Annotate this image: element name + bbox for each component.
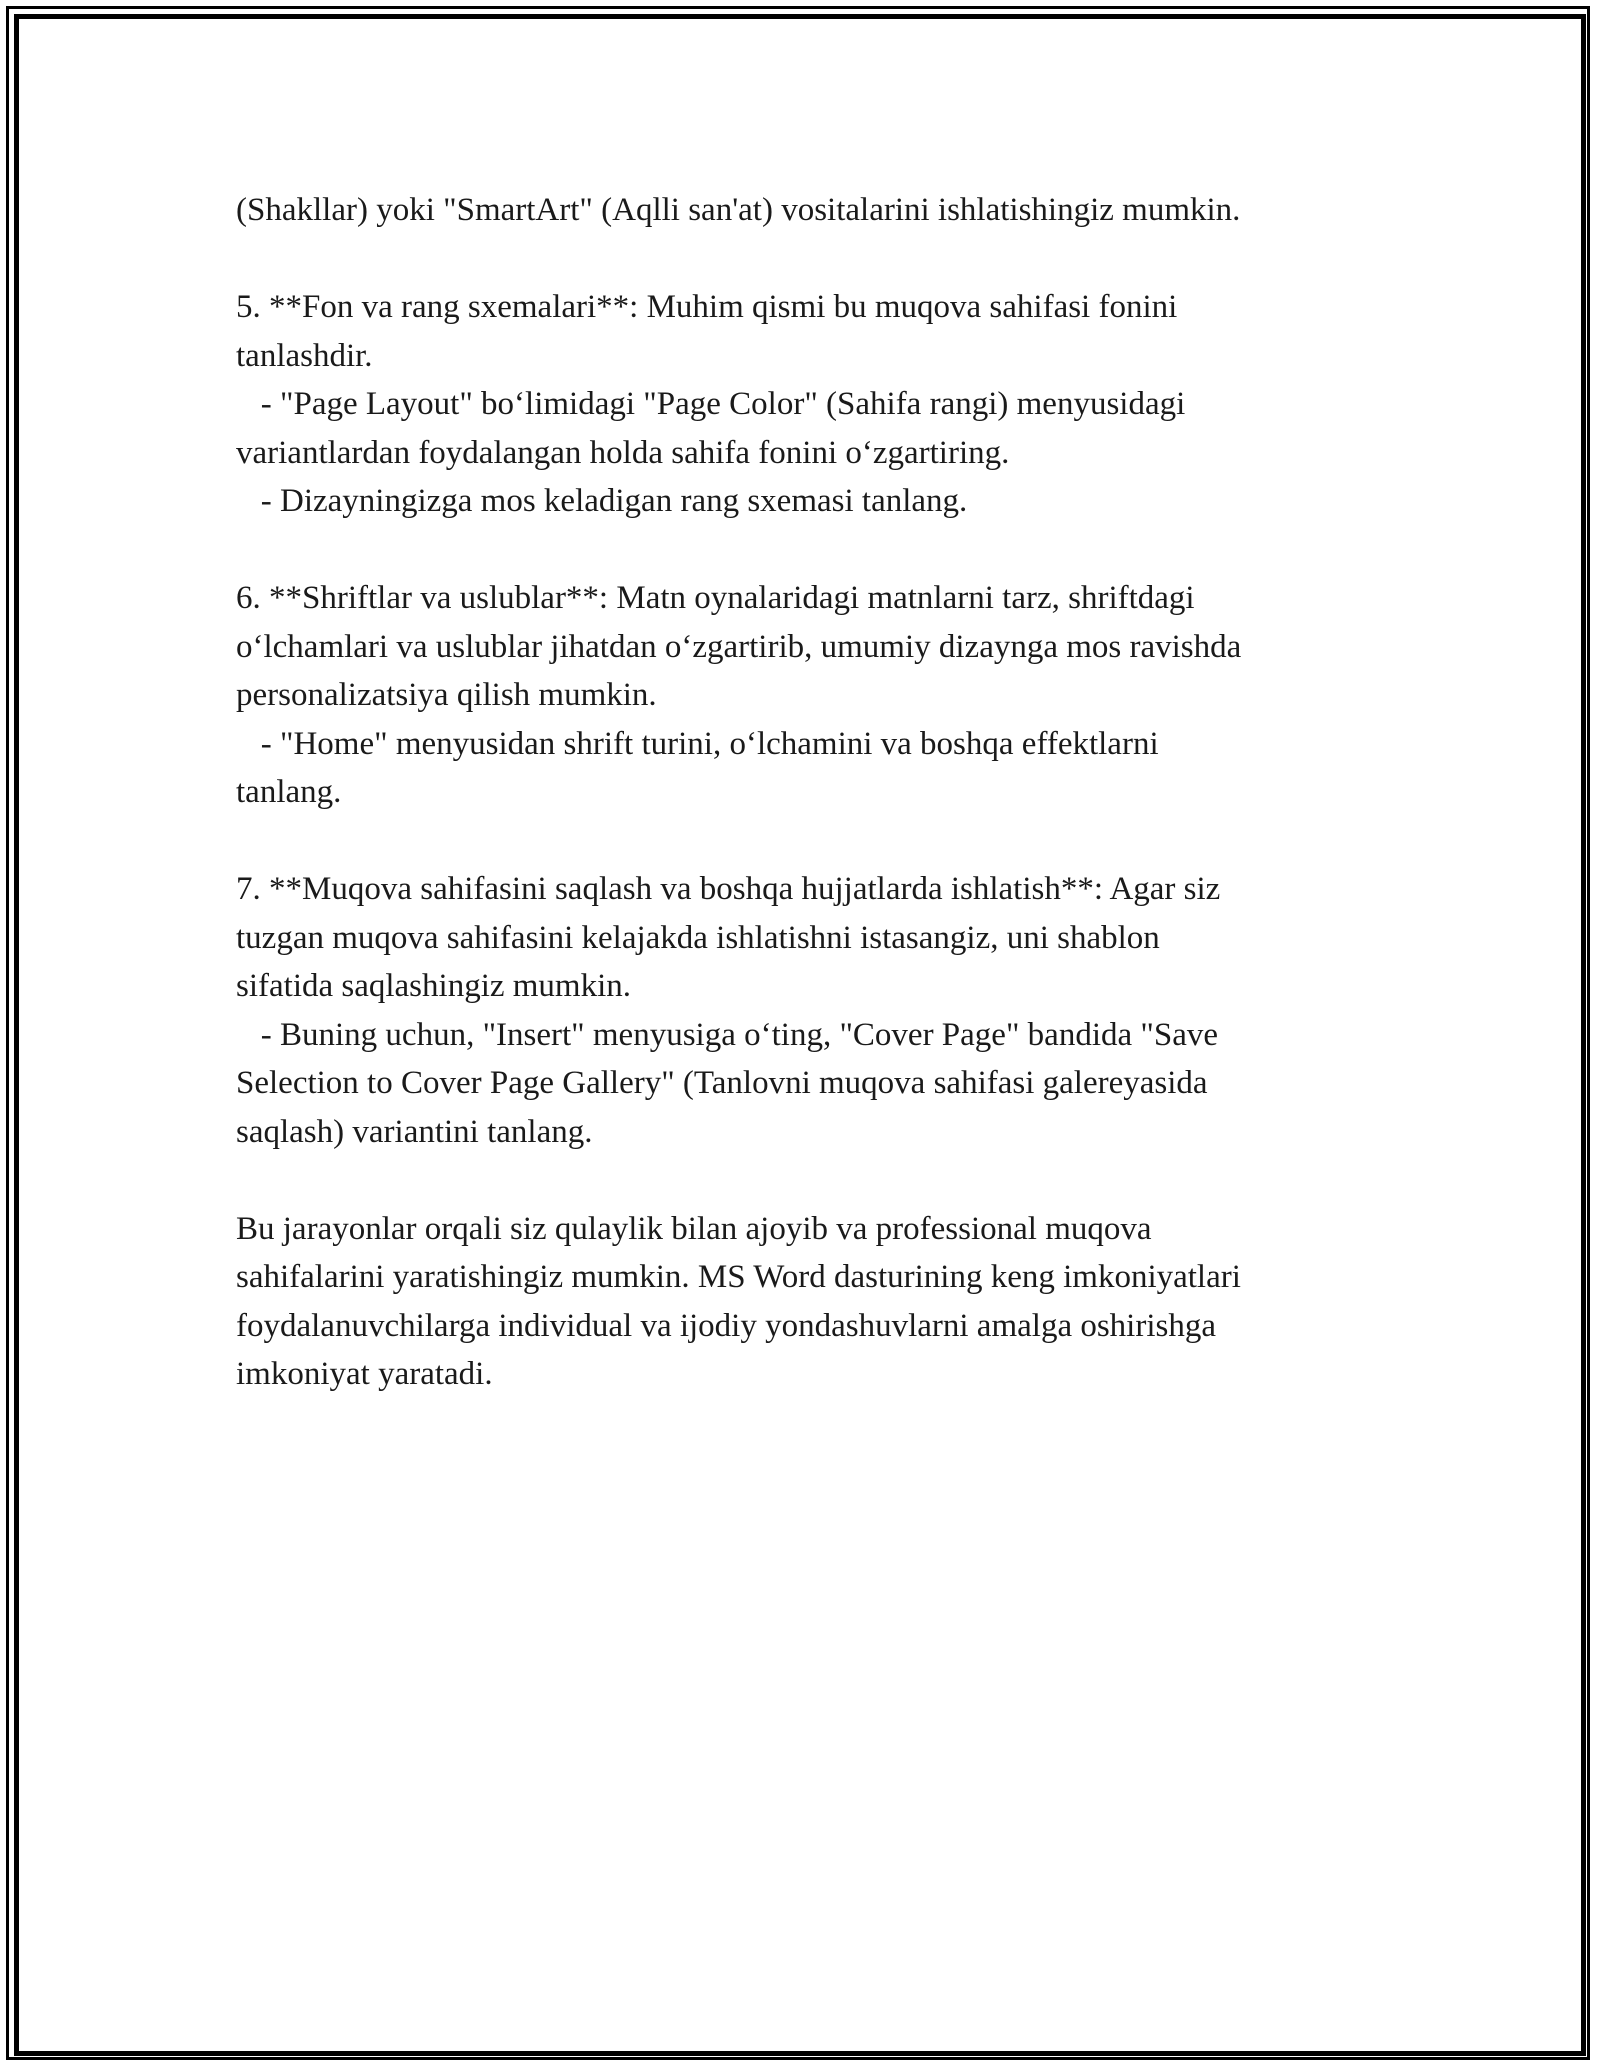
- section-5-heading-line: tanlashdir.: [236, 337, 373, 374]
- section-6-heading-line: o‘lchamlari va uslublar jihatdan o‘zgartirib, umumiy dizaynga mos ravishda: [236, 628, 1242, 665]
- section-7-bullet-1-line: saqlash) variantini tanlang.: [236, 1113, 593, 1150]
- section-5-bullet-1-line: variantlardan foydalangan holda sahifa fonini o‘zgartiring.: [236, 434, 1010, 471]
- conclusion-line: sahifalarini yaratishingiz mumkin. MS Word dasturining keng imkoniyatlari: [236, 1259, 1241, 1295]
- conclusion-line: Bu jarayonlar orqali siz qulaylik bilan ajoyib va professional muqova: [236, 1210, 1152, 1247]
- section-5-heading-line: 5. **Fon va rang sxemalari**: Muhim qismi bu muqova sahifasi fonini: [236, 289, 1178, 325]
- paragraph-gap: [236, 526, 1386, 575]
- section-6-heading-line: personalizatsiya qilish mumkin.: [236, 677, 657, 713]
- section-6-bullet-1-line: - "Home" menyusidan shrift turini, o‘lchamini va boshqa effektlarni: [236, 725, 1159, 762]
- section-7-bullet-1-line: Selection to Cover Page Gallery" (Tanlovni muqova sahifasi galereyasida: [236, 1065, 1208, 1101]
- conclusion-line: imkoniyat yaratadi.: [236, 1356, 493, 1392]
- section-7: [236, 865, 1386, 1156]
- intro-line: (Shakllar) yoki "SmartArt" (Aqlli san'at) vositalarini ishlatishingiz mumkin.: [236, 192, 1241, 228]
- section-7-bullet-1-line: - Buning uchun, "Insert" menyusiga o‘ting, "Cover Page" bandida "Save: [236, 1016, 1219, 1053]
- section-6-heading-line: 6. **Shriftlar va uslublar**: Matn oynalaridagi matnlarni tarz, shriftdagi: [236, 580, 1195, 616]
- section-5-bullet-1-line: - "Page Layout" bo‘limidagi "Page Color" (Sahifa rangi) menyusidagi: [236, 386, 1186, 422]
- paragraph-gap: [236, 817, 1386, 866]
- document-body: [236, 186, 1386, 1399]
- paragraph-gap: [236, 1156, 1386, 1205]
- section-5-bullet-2-line: - Dizayningizga mos keladigan rang sxemasi tanlang.: [236, 483, 968, 519]
- section-7-heading-line: 7. **Muqova sahifasini saqlash va boshqa hujjatlarda ishlatish**: Agar siz: [236, 871, 1221, 907]
- section-5: [236, 283, 1386, 526]
- section-7-heading-line: sifatida saqlashingiz mumkin.: [236, 968, 632, 1004]
- conclusion: [236, 1205, 1386, 1399]
- conclusion-line: foydalanuvchilarga individual va ijodiy yondashuvlarni amalga oshirishga: [236, 1307, 1216, 1344]
- section-6: [236, 574, 1386, 817]
- paragraph-gap: [236, 235, 1386, 284]
- section-7-heading-line: tuzgan muqova sahifasini kelajakda ishlatishni istasangiz, uni shablon: [236, 919, 1160, 956]
- section-6-bullet-1-line: tanlang.: [236, 774, 342, 810]
